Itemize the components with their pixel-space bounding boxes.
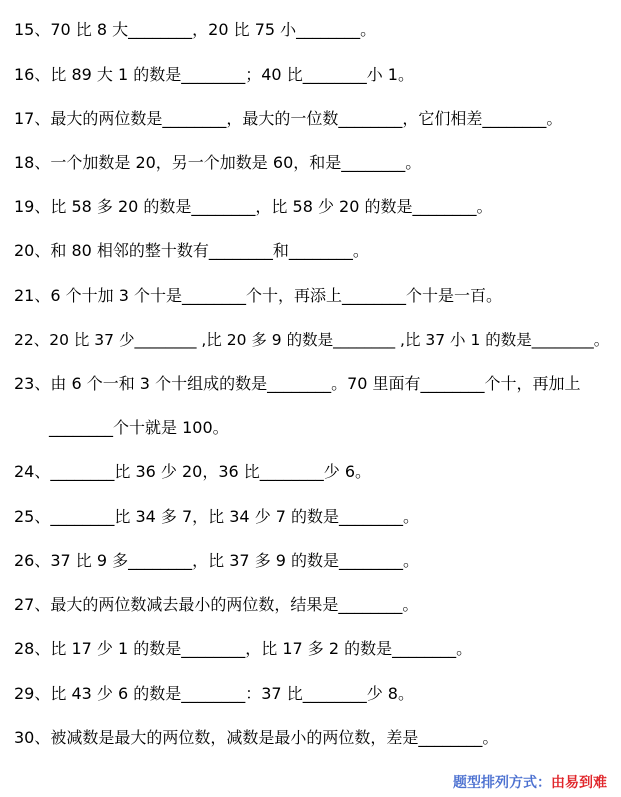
footer-emphasis: 由易到难 bbox=[551, 775, 607, 791]
question-21: 21、6 个十加 3 个十是________个十，再添上________个十是一百。 bbox=[14, 286, 502, 305]
question-28: 28、比 17 少 1 的数是________，比 17 多 2 的数是________。 bbox=[14, 639, 473, 658]
question-23: 23、由 6 个一和 3 个十组成的数是________。70 里面有________个十，再加上 bbox=[14, 374, 581, 393]
question-23-continued: ________个十就是 100。 bbox=[49, 418, 229, 437]
question-17: 17、最大的两位数是________，最大的一位数________，它们相差________。 bbox=[14, 109, 563, 128]
footer-note bbox=[453, 772, 607, 792]
question-29: 29、比 43 少 6 的数是________：37 比________少 8。 bbox=[14, 684, 414, 703]
question-22: 22、20 比 37 少________ ,比 20 多 9 的数是________ ,比 37 小 1 的数是________。 bbox=[14, 331, 610, 349]
question-26: 26、37 比 9 多________，比 37 多 9 的数是________。 bbox=[14, 551, 420, 570]
question-25: 25、________比 34 多 7，比 34 少 7 的数是________。 bbox=[14, 507, 420, 526]
question-24: 24、________比 36 少 20，36 比________少 6。 bbox=[14, 462, 372, 481]
question-15: 15、70 比 8 大________，20 比 75 小________。 bbox=[14, 20, 377, 39]
question-27: 27、最大的两位数减去最小的两位数，结果是________。 bbox=[14, 595, 419, 614]
question-20: 20、和 80 相邻的整十数有________和________。 bbox=[14, 241, 369, 260]
question-30: 30、被减数是最大的两位数，减数是最小的两位数，差是________。 bbox=[14, 728, 499, 747]
question-18: 18、一个加数是 20，另一个加数是 60，和是________。 bbox=[14, 153, 422, 172]
question-16: 16、比 89 大 1 的数是________；40 比________小 1。 bbox=[14, 65, 414, 84]
question-19: 19、比 58 多 20 的数是________，比 58 少 20 的数是________。 bbox=[14, 197, 493, 216]
footer-label: 题型排列方式： bbox=[453, 775, 551, 791]
